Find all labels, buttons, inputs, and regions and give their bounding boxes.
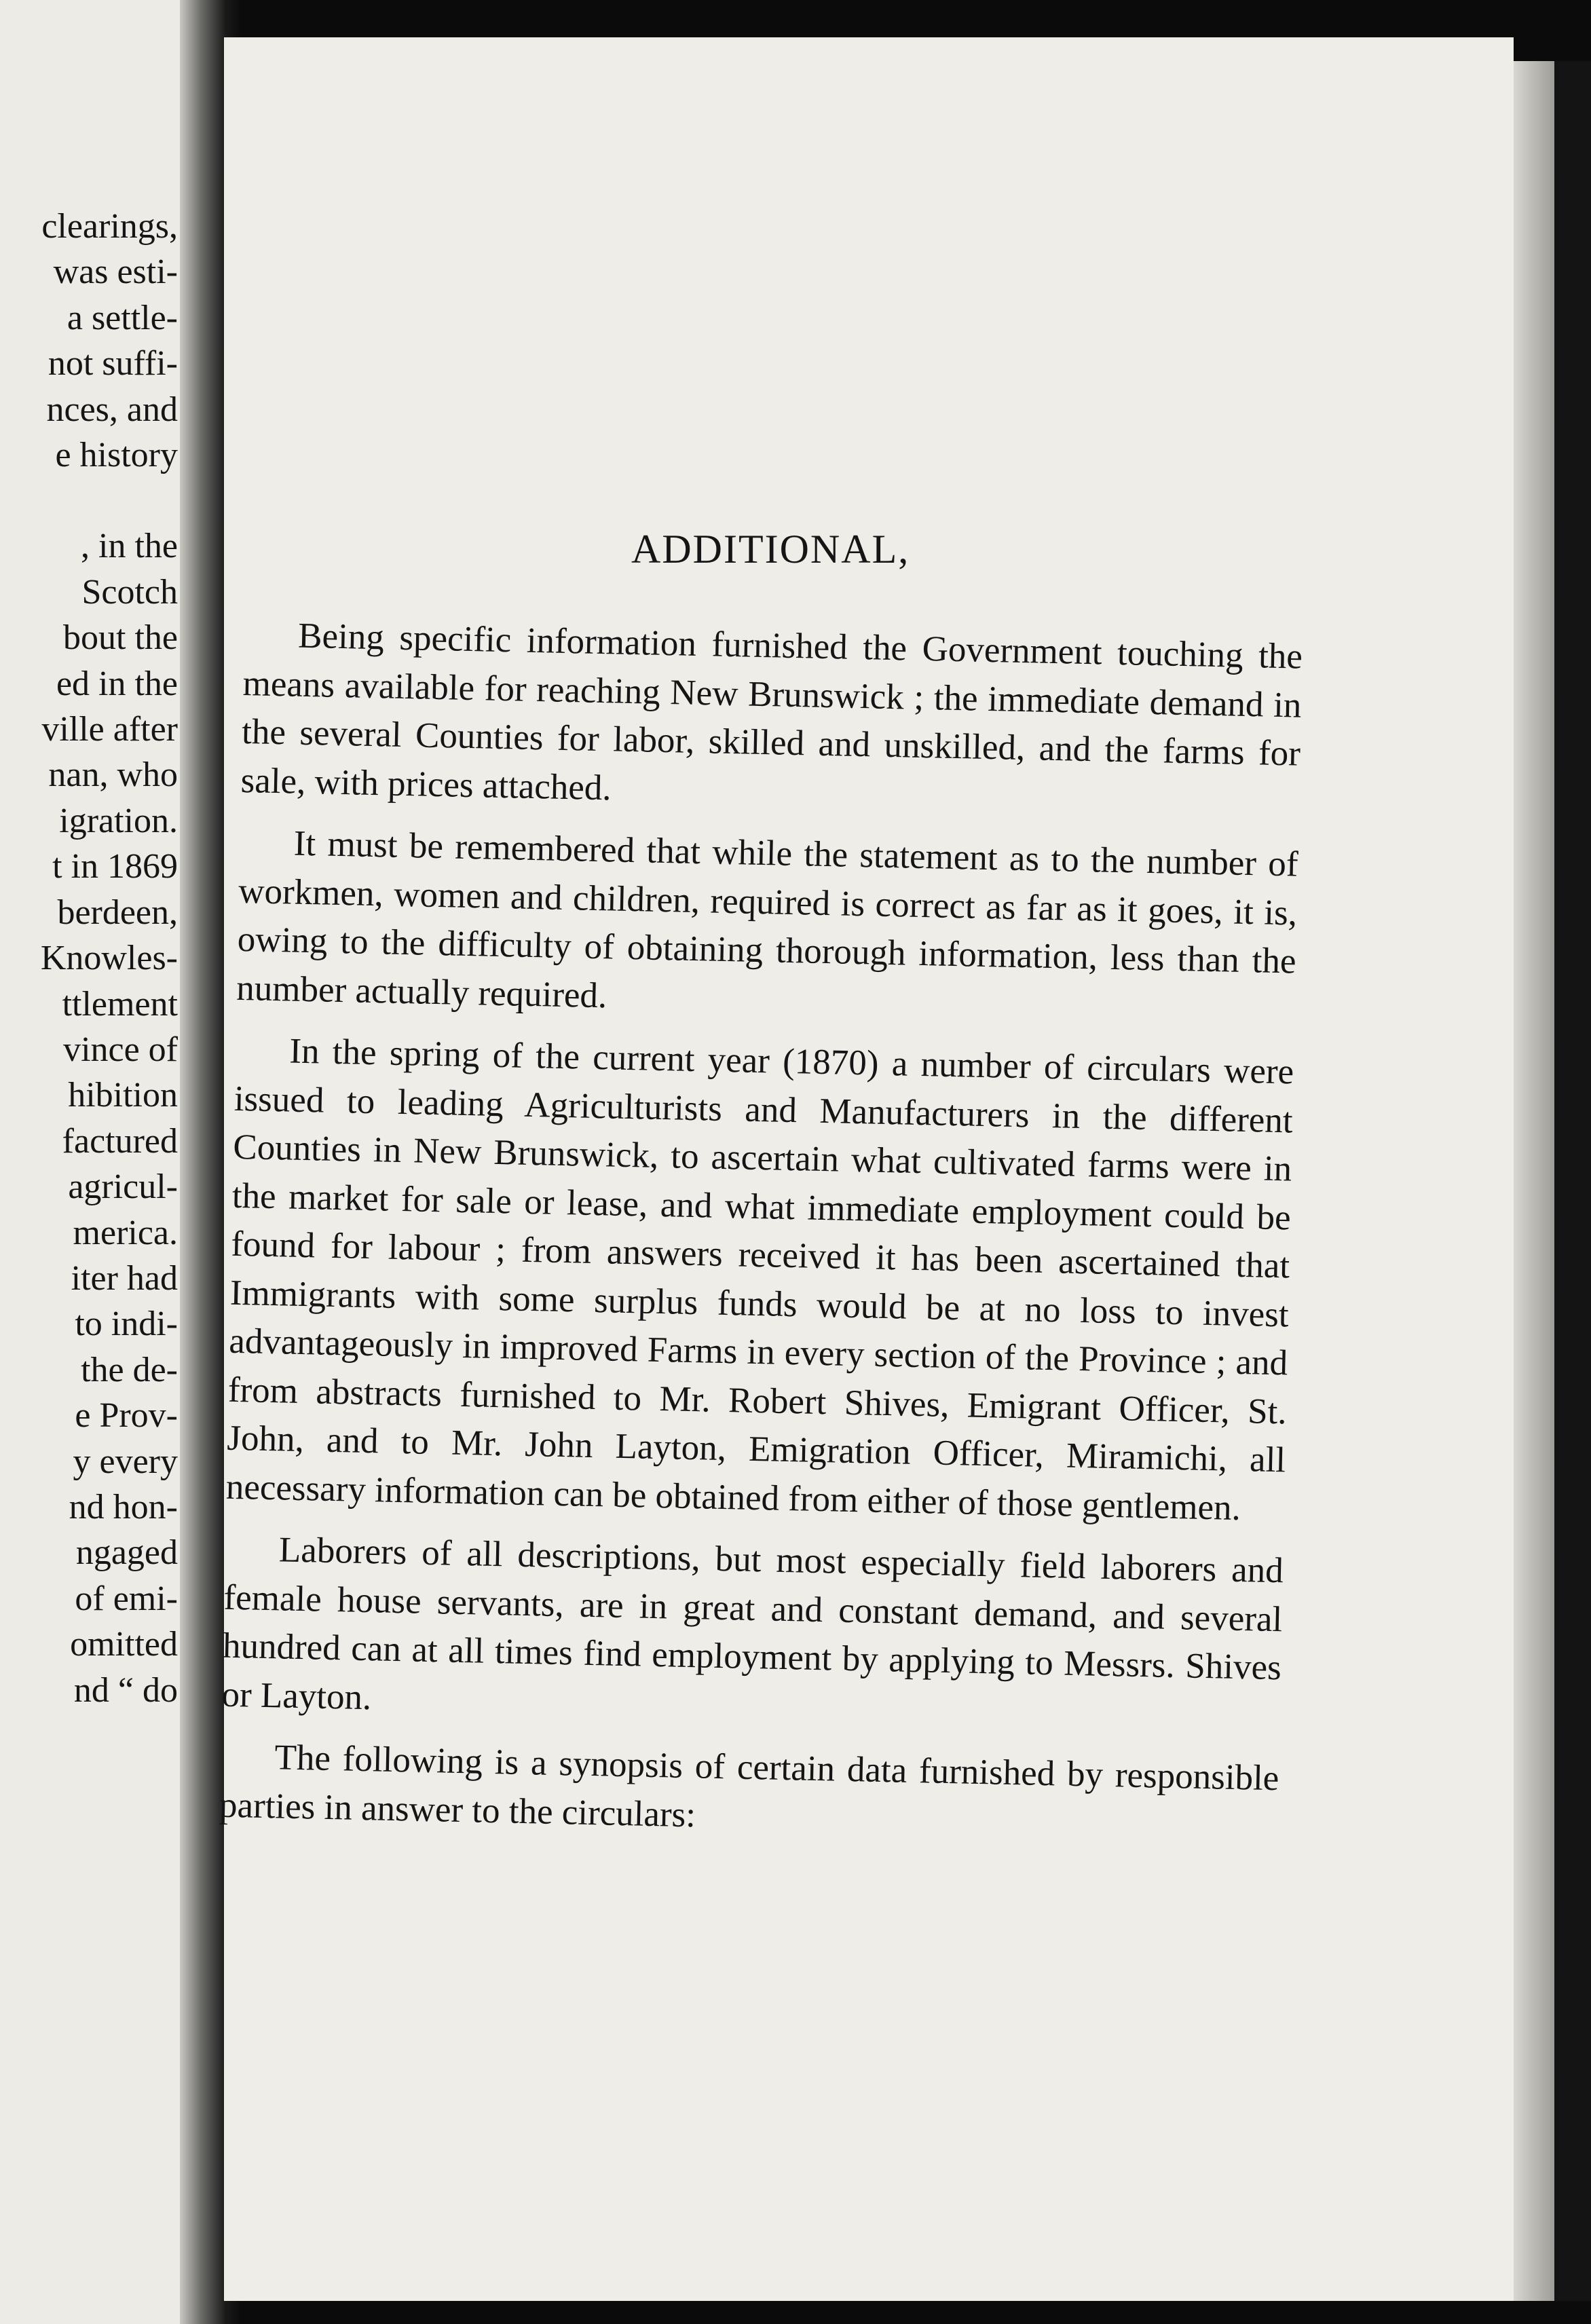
left-line: iter had (71, 1258, 178, 1298)
left-line: not suffi- (48, 344, 178, 383)
left-line: ttlement (62, 984, 178, 1024)
left-line: nan, who (48, 755, 178, 795)
left-line: nd hon- (69, 1487, 178, 1526)
left-page-text (41, 204, 178, 1713)
left-line: nd “ do (73, 1670, 178, 1710)
paragraph: In the spring of the current year (1870) a number of circulars were issued to leading Agriculturists and Manufacturers in the different Counties in New Brunswick, to ascertain what cultivated farms were in the market for sale or lease, and what immediate employment could be found for labour ; from answers received it has been ascertained that Immigrants with some surplus funds would be at no loss to invest advantageously in improved Farms in every section of the Province ; and from abstracts furnished to Mr. Robert Shives, Emigrant Officer, St. John, and to Mr. John Layton, Emigration Officer, Miramichi, all necessary information can be obtained from either of those gentlemen. (225, 1031, 1294, 1528)
left-line: ville after (41, 710, 178, 749)
left-page (0, 0, 204, 2324)
page-edge-shadow (1554, 61, 1591, 2301)
page-heading: ADDITIONAL, (631, 527, 910, 571)
left-line: , in the (81, 527, 178, 566)
left-line: Scotch (81, 572, 178, 612)
left-line: to indi- (75, 1305, 178, 1344)
left-line: of emi- (75, 1579, 178, 1618)
left-line: hibition (68, 1076, 178, 1115)
paragraph: The following is a synopsis of certain data furnished by responsible parties in answer to the circulars: (219, 1738, 1279, 1835)
paragraph: It must be remembered that while the statement as to the number of workmen, women and children, required is correct as far as it goes, it is, owing to the difficulty of obtaining thorough information, less than the number actually required. (236, 823, 1299, 1015)
left-line: e history (55, 436, 178, 475)
paragraph: Laborers of all descriptions, but most especially field laborers and female house servants, are in great and constant demand, and several hundred can at all times find employment by applying to Messrs. Shives or Layton. (221, 1530, 1284, 1717)
left-line: a settle- (67, 298, 178, 337)
left-line: nces, and (46, 390, 178, 429)
left-line: ed in the (56, 664, 178, 703)
left-line: factured (62, 1121, 178, 1161)
left-line: agricul- (68, 1167, 178, 1207)
left-line: bout the (63, 618, 178, 658)
left-line: the de- (81, 1350, 178, 1389)
left-line: t in 1869 (52, 847, 178, 886)
body-text (219, 611, 1303, 1865)
left-line: Knowles- (40, 939, 178, 978)
left-line: y every (73, 1442, 178, 1481)
left-line: vince of (63, 1030, 178, 1069)
left-line: clearings, (41, 207, 178, 246)
left-line: berdeen, (57, 893, 178, 932)
left-line: igration. (59, 801, 178, 840)
left-line: was esti- (53, 252, 178, 292)
page-edge (1514, 61, 1554, 2301)
left-line: e Prov- (75, 1396, 178, 1436)
left-line: ngaged (75, 1533, 178, 1573)
left-line: omitted (70, 1625, 178, 1664)
left-line: merica. (73, 1213, 178, 1252)
paragraph: Being specific information furnished the Government touching the means available for reaching New Brunswick ; the immediate demand in the several Counties for labor, skilled and unskilled, and the farms for sale, with prices attached. (240, 616, 1303, 808)
